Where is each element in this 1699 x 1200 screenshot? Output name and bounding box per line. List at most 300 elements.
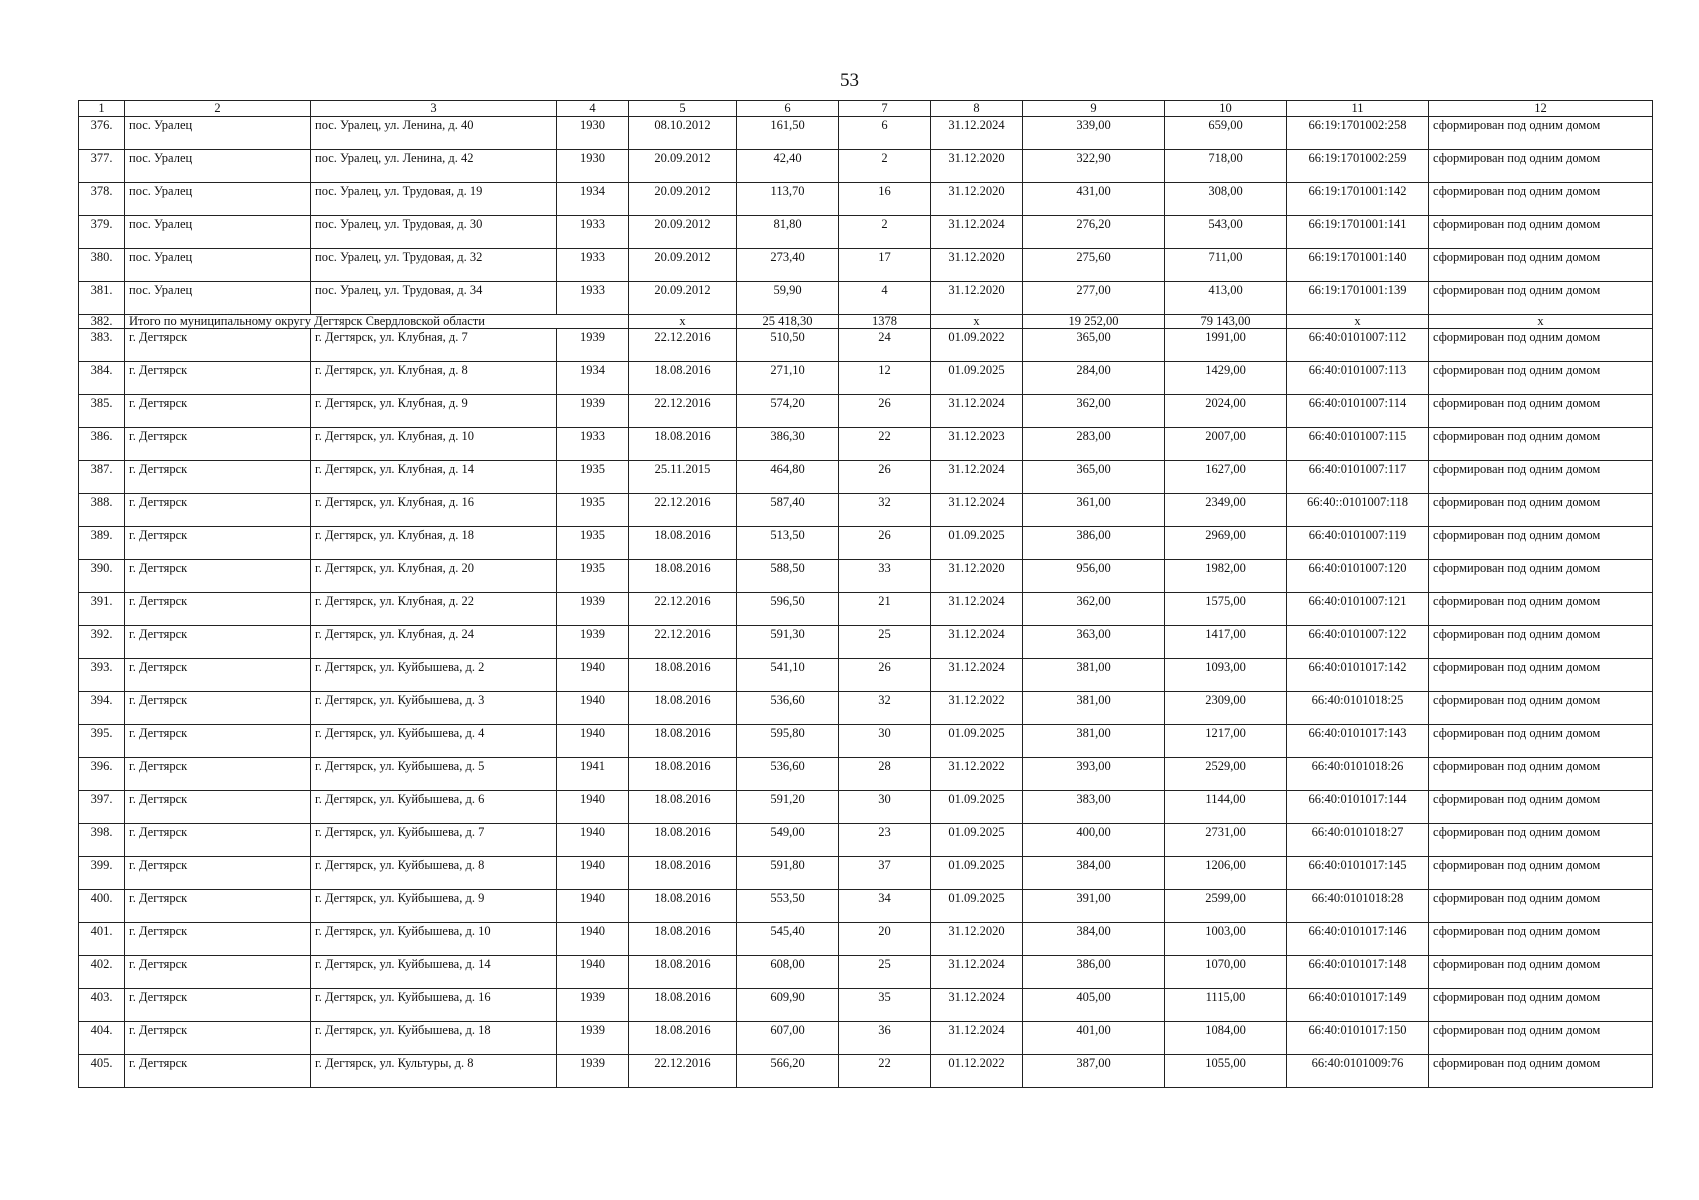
cadastral-cell: 66:40:0101018:28 <box>1287 890 1429 923</box>
locality-cell: г. Дегтярск <box>125 494 311 527</box>
deadline-cell: 31.12.2020 <box>931 923 1023 956</box>
value-cell: 2731,00 <box>1165 824 1287 857</box>
table-row <box>79 249 1653 282</box>
address-cell: г. Дегтярск, ул. Клубная, д. 10 <box>311 428 557 461</box>
year-cell: 1933 <box>557 282 629 315</box>
locality-cell: г. Дегтярск <box>125 1055 311 1088</box>
people-cell: 32 <box>839 494 931 527</box>
year-cell: 1940 <box>557 824 629 857</box>
address-cell: пос. Уралец, ул. Ленина, д. 40 <box>311 117 557 150</box>
col-header: 4 <box>557 101 629 117</box>
land-status-cell: сформирован под одним домом <box>1429 494 1653 527</box>
cadastral-cell: 66:19:1701001:142 <box>1287 183 1429 216</box>
date-cell: 22.12.2016 <box>629 494 737 527</box>
people-cell: 4 <box>839 282 931 315</box>
col-header: 5 <box>629 101 737 117</box>
value-cell: 2024,00 <box>1165 395 1287 428</box>
row-number: 393. <box>79 659 125 692</box>
year-cell: 1940 <box>557 956 629 989</box>
locality-cell: г. Дегтярск <box>125 791 311 824</box>
people-cell: 20 <box>839 923 931 956</box>
year-cell: 1935 <box>557 527 629 560</box>
people-cell: 25 <box>839 956 931 989</box>
cadastral-cell: 66:19:1701002:258 <box>1287 117 1429 150</box>
value-cell: 1115,00 <box>1165 989 1287 1022</box>
people-cell: 22 <box>839 428 931 461</box>
cost-cell: 391,00 <box>1023 890 1165 923</box>
table-row <box>79 362 1653 395</box>
year-cell: 1935 <box>557 494 629 527</box>
deadline-cell: 31.12.2022 <box>931 758 1023 791</box>
area-cell: 386,30 <box>737 428 839 461</box>
column-number-row <box>79 101 1653 117</box>
cadastral-cell: 66:40:0101007:112 <box>1287 329 1429 362</box>
value-cell: 1084,00 <box>1165 1022 1287 1055</box>
people-cell: 6 <box>839 117 931 150</box>
col-header: 3 <box>311 101 557 117</box>
total-col-5: x <box>629 315 737 329</box>
year-cell: 1939 <box>557 989 629 1022</box>
row-number: 381. <box>79 282 125 315</box>
locality-cell: г. Дегтярск <box>125 824 311 857</box>
people-cell: 36 <box>839 1022 931 1055</box>
address-cell: г. Дегтярск, ул. Куйбышева, д. 4 <box>311 725 557 758</box>
date-cell: 18.08.2016 <box>629 560 737 593</box>
table-row <box>79 626 1653 659</box>
people-cell: 24 <box>839 329 931 362</box>
locality-cell: г. Дегтярск <box>125 329 311 362</box>
land-status-cell: сформирован под одним домом <box>1429 692 1653 725</box>
land-status-cell: сформирован под одним домом <box>1429 560 1653 593</box>
cost-cell: 381,00 <box>1023 692 1165 725</box>
row-number: 380. <box>79 249 125 282</box>
value-cell: 1991,00 <box>1165 329 1287 362</box>
date-cell: 18.08.2016 <box>629 989 737 1022</box>
area-cell: 42,40 <box>737 150 839 183</box>
deadline-cell: 31.12.2024 <box>931 659 1023 692</box>
total-cost: 19 252,00 <box>1023 315 1165 329</box>
cost-cell: 362,00 <box>1023 593 1165 626</box>
locality-cell: г. Дегтярск <box>125 560 311 593</box>
row-number: 376. <box>79 117 125 150</box>
date-cell: 18.08.2016 <box>629 725 737 758</box>
cadastral-cell: 66:40:0101017:145 <box>1287 857 1429 890</box>
cost-cell: 284,00 <box>1023 362 1165 395</box>
cadastral-cell: 66:40:0101007:122 <box>1287 626 1429 659</box>
locality-cell: г. Дегтярск <box>125 626 311 659</box>
year-cell: 1934 <box>557 183 629 216</box>
year-cell: 1940 <box>557 923 629 956</box>
address-cell: г. Дегтярск, ул. Куйбышева, д. 6 <box>311 791 557 824</box>
row-number: 389. <box>79 527 125 560</box>
area-cell: 591,30 <box>737 626 839 659</box>
area-cell: 553,50 <box>737 890 839 923</box>
year-cell: 1939 <box>557 1022 629 1055</box>
year-cell: 1933 <box>557 216 629 249</box>
date-cell: 18.08.2016 <box>629 659 737 692</box>
people-cell: 26 <box>839 659 931 692</box>
deadline-cell: 31.12.2022 <box>931 692 1023 725</box>
locality-cell: г. Дегтярск <box>125 890 311 923</box>
cost-cell: 381,00 <box>1023 725 1165 758</box>
address-cell: г. Дегтярск, ул. Куйбышева, д. 18 <box>311 1022 557 1055</box>
area-cell: 566,20 <box>737 1055 839 1088</box>
row-number: 383. <box>79 329 125 362</box>
land-status-cell: сформирован под одним домом <box>1429 362 1653 395</box>
area-cell: 536,60 <box>737 692 839 725</box>
table-row <box>79 117 1653 150</box>
year-cell: 1930 <box>557 117 629 150</box>
date-cell: 18.08.2016 <box>629 362 737 395</box>
land-status-cell: сформирован под одним домом <box>1429 183 1653 216</box>
value-cell: 711,00 <box>1165 249 1287 282</box>
value-cell: 1417,00 <box>1165 626 1287 659</box>
table-row <box>79 183 1653 216</box>
deadline-cell: 01.09.2025 <box>931 725 1023 758</box>
deadline-cell: 01.09.2025 <box>931 857 1023 890</box>
row-number: 404. <box>79 1022 125 1055</box>
locality-cell: г. Дегтярск <box>125 692 311 725</box>
row-number: 377. <box>79 150 125 183</box>
table-row <box>79 461 1653 494</box>
land-status-cell: сформирован под одним домом <box>1429 216 1653 249</box>
deadline-cell: 01.09.2022 <box>931 329 1023 362</box>
date-cell: 22.12.2016 <box>629 593 737 626</box>
year-cell: 1940 <box>557 659 629 692</box>
address-cell: г. Дегтярск, ул. Куйбышева, д. 5 <box>311 758 557 791</box>
people-cell: 26 <box>839 395 931 428</box>
area-cell: 510,50 <box>737 329 839 362</box>
table-row <box>79 527 1653 560</box>
table-row <box>79 494 1653 527</box>
cadastral-cell: 66:40:0101007:115 <box>1287 428 1429 461</box>
land-status-cell: сформирован под одним домом <box>1429 428 1653 461</box>
cost-cell: 386,00 <box>1023 527 1165 560</box>
land-status-cell: сформирован под одним домом <box>1429 395 1653 428</box>
deadline-cell: 01.09.2025 <box>931 362 1023 395</box>
table-row <box>79 216 1653 249</box>
cadastral-cell: 66:40:0101017:144 <box>1287 791 1429 824</box>
people-cell: 17 <box>839 249 931 282</box>
people-cell: 26 <box>839 527 931 560</box>
deadline-cell: 31.12.2020 <box>931 183 1023 216</box>
col-header: 9 <box>1023 101 1165 117</box>
deadline-cell: 31.12.2020 <box>931 150 1023 183</box>
value-cell: 1093,00 <box>1165 659 1287 692</box>
total-people: 1378 <box>839 315 931 329</box>
cadastral-cell: 66:40:0101017:146 <box>1287 923 1429 956</box>
value-cell: 718,00 <box>1165 150 1287 183</box>
area-cell: 549,00 <box>737 824 839 857</box>
value-cell: 659,00 <box>1165 117 1287 150</box>
row-number: 392. <box>79 626 125 659</box>
date-cell: 18.08.2016 <box>629 428 737 461</box>
row-number: 394. <box>79 692 125 725</box>
address-cell: пос. Уралец, ул. Трудовая, д. 34 <box>311 282 557 315</box>
date-cell: 20.09.2012 <box>629 183 737 216</box>
address-cell: г. Дегтярск, ул. Клубная, д. 7 <box>311 329 557 362</box>
col-header: 11 <box>1287 101 1429 117</box>
cost-cell: 276,20 <box>1023 216 1165 249</box>
address-cell: г. Дегтярск, ул. Клубная, д. 22 <box>311 593 557 626</box>
cadastral-cell: 66:40:0101017:148 <box>1287 956 1429 989</box>
land-status-cell: сформирован под одним домом <box>1429 989 1653 1022</box>
col-header: 2 <box>125 101 311 117</box>
date-cell: 18.08.2016 <box>629 758 737 791</box>
table-row <box>79 857 1653 890</box>
address-cell: г. Дегтярск, ул. Клубная, д. 18 <box>311 527 557 560</box>
value-cell: 2529,00 <box>1165 758 1287 791</box>
row-number: 388. <box>79 494 125 527</box>
date-cell: 20.09.2012 <box>629 282 737 315</box>
year-cell: 1939 <box>557 626 629 659</box>
deadline-cell: 31.12.2024 <box>931 989 1023 1022</box>
deadline-cell: 31.12.2024 <box>931 1022 1023 1055</box>
col-header: 6 <box>737 101 839 117</box>
people-cell: 23 <box>839 824 931 857</box>
people-cell: 35 <box>839 989 931 1022</box>
total-row <box>79 315 1653 329</box>
value-cell: 1144,00 <box>1165 791 1287 824</box>
table-row <box>79 560 1653 593</box>
cost-cell: 277,00 <box>1023 282 1165 315</box>
area-cell: 595,80 <box>737 725 839 758</box>
land-status-cell: сформирован под одним домом <box>1429 593 1653 626</box>
date-cell: 22.12.2016 <box>629 395 737 428</box>
row-number: 397. <box>79 791 125 824</box>
table-row <box>79 758 1653 791</box>
row-number: 396. <box>79 758 125 791</box>
year-cell: 1940 <box>557 725 629 758</box>
locality-cell: пос. Уралец <box>125 150 311 183</box>
year-cell: 1933 <box>557 428 629 461</box>
address-cell: г. Дегтярск, ул. Куйбышева, д. 10 <box>311 923 557 956</box>
date-cell: 18.08.2016 <box>629 824 737 857</box>
row-number: 401. <box>79 923 125 956</box>
area-cell: 608,00 <box>737 956 839 989</box>
land-status-cell: сформирован под одним домом <box>1429 150 1653 183</box>
area-cell: 607,00 <box>737 1022 839 1055</box>
area-cell: 536,60 <box>737 758 839 791</box>
table-row <box>79 824 1653 857</box>
people-cell: 37 <box>839 857 931 890</box>
locality-cell: г. Дегтярск <box>125 758 311 791</box>
cadastral-cell: 66:40:0101007:113 <box>1287 362 1429 395</box>
land-status-cell: сформирован под одним домом <box>1429 725 1653 758</box>
total-row-number: 382. <box>79 315 125 329</box>
cost-cell: 387,00 <box>1023 1055 1165 1088</box>
address-cell: г. Дегтярск, ул. Клубная, д. 24 <box>311 626 557 659</box>
value-cell: 2599,00 <box>1165 890 1287 923</box>
locality-cell: г. Дегтярск <box>125 395 311 428</box>
table-row <box>79 989 1653 1022</box>
address-cell: г. Дегтярск, ул. Куйбышева, д. 14 <box>311 956 557 989</box>
date-cell: 18.08.2016 <box>629 923 737 956</box>
table-row <box>79 282 1653 315</box>
address-cell: г. Дегтярск, ул. Клубная, д. 16 <box>311 494 557 527</box>
total-row-label: Итого по муниципальному округу Дегтярск Свердловской области <box>125 315 629 329</box>
deadline-cell: 31.12.2020 <box>931 282 1023 315</box>
land-status-cell: сформирован под одним домом <box>1429 1022 1653 1055</box>
deadline-cell: 31.12.2020 <box>931 560 1023 593</box>
table-row <box>79 890 1653 923</box>
land-status-cell: сформирован под одним домом <box>1429 824 1653 857</box>
date-cell: 18.08.2016 <box>629 890 737 923</box>
row-number: 400. <box>79 890 125 923</box>
land-status-cell: сформирован под одним домом <box>1429 791 1653 824</box>
cost-cell: 381,00 <box>1023 659 1165 692</box>
cadastral-cell: 66:40:0101007:120 <box>1287 560 1429 593</box>
area-cell: 161,50 <box>737 117 839 150</box>
cost-cell: 363,00 <box>1023 626 1165 659</box>
land-status-cell: сформирован под одним домом <box>1429 461 1653 494</box>
row-number: 390. <box>79 560 125 593</box>
table-row <box>79 150 1653 183</box>
date-cell: 20.09.2012 <box>629 216 737 249</box>
land-status-cell: сформирован под одним домом <box>1429 923 1653 956</box>
area-cell: 587,40 <box>737 494 839 527</box>
table-row <box>79 329 1653 362</box>
locality-cell: пос. Уралец <box>125 183 311 216</box>
row-number: 405. <box>79 1055 125 1088</box>
cadastral-cell: 66:40:0101018:27 <box>1287 824 1429 857</box>
address-cell: г. Дегтярск, ул. Культуры, д. 8 <box>311 1055 557 1088</box>
people-cell: 28 <box>839 758 931 791</box>
area-cell: 588,50 <box>737 560 839 593</box>
locality-cell: г. Дегтярск <box>125 857 311 890</box>
table-header <box>79 101 1653 117</box>
row-number: 403. <box>79 989 125 1022</box>
cost-cell: 322,90 <box>1023 150 1165 183</box>
cadastral-cell: 66:40::0101007:118 <box>1287 494 1429 527</box>
locality-cell: г. Дегтярск <box>125 659 311 692</box>
date-cell: 22.12.2016 <box>629 1055 737 1088</box>
people-cell: 30 <box>839 791 931 824</box>
row-number: 386. <box>79 428 125 461</box>
table-row <box>79 659 1653 692</box>
area-cell: 596,50 <box>737 593 839 626</box>
people-cell: 21 <box>839 593 931 626</box>
address-cell: пос. Уралец, ул. Ленина, д. 42 <box>311 150 557 183</box>
value-cell: 1575,00 <box>1165 593 1287 626</box>
year-cell: 1935 <box>557 560 629 593</box>
total-col-8: x <box>931 315 1023 329</box>
deadline-cell: 31.12.2024 <box>931 117 1023 150</box>
people-cell: 16 <box>839 183 931 216</box>
table-row <box>79 1022 1653 1055</box>
locality-cell: г. Дегтярск <box>125 593 311 626</box>
table-row <box>79 593 1653 626</box>
people-cell: 25 <box>839 626 931 659</box>
area-cell: 513,50 <box>737 527 839 560</box>
cost-cell: 383,00 <box>1023 791 1165 824</box>
people-cell: 2 <box>839 150 931 183</box>
deadline-cell: 31.12.2024 <box>931 593 1023 626</box>
row-number: 387. <box>79 461 125 494</box>
table-row <box>79 395 1653 428</box>
area-cell: 81,80 <box>737 216 839 249</box>
cost-cell: 431,00 <box>1023 183 1165 216</box>
address-cell: г. Дегтярск, ул. Куйбышева, д. 3 <box>311 692 557 725</box>
locality-cell: г. Дегтярск <box>125 362 311 395</box>
cadastral-cell: 66:19:1701001:141 <box>1287 216 1429 249</box>
cost-cell: 384,00 <box>1023 857 1165 890</box>
area-cell: 591,80 <box>737 857 839 890</box>
cost-cell: 362,00 <box>1023 395 1165 428</box>
year-cell: 1939 <box>557 593 629 626</box>
deadline-cell: 01.12.2022 <box>931 1055 1023 1088</box>
cadastral-cell: 66:40:0101017:142 <box>1287 659 1429 692</box>
value-cell: 1429,00 <box>1165 362 1287 395</box>
date-cell: 18.08.2016 <box>629 857 737 890</box>
date-cell: 08.10.2012 <box>629 117 737 150</box>
total-col-11: x <box>1287 315 1429 329</box>
date-cell: 25.11.2015 <box>629 461 737 494</box>
year-cell: 1940 <box>557 791 629 824</box>
cadastral-cell: 66:40:0101017:149 <box>1287 989 1429 1022</box>
cadastral-cell: 66:40:0101007:114 <box>1287 395 1429 428</box>
value-cell: 1217,00 <box>1165 725 1287 758</box>
year-cell: 1935 <box>557 461 629 494</box>
year-cell: 1939 <box>557 395 629 428</box>
row-number: 399. <box>79 857 125 890</box>
cadastral-cell: 66:40:0101018:25 <box>1287 692 1429 725</box>
address-cell: г. Дегтярск, ул. Куйбышева, д. 16 <box>311 989 557 1022</box>
locality-cell: г. Дегтярск <box>125 923 311 956</box>
address-cell: г. Дегтярск, ул. Куйбышева, д. 7 <box>311 824 557 857</box>
area-cell: 609,90 <box>737 989 839 1022</box>
table-body-top <box>79 117 1653 315</box>
col-header: 10 <box>1165 101 1287 117</box>
date-cell: 22.12.2016 <box>629 329 737 362</box>
value-cell: 1070,00 <box>1165 956 1287 989</box>
year-cell: 1940 <box>557 692 629 725</box>
date-cell: 20.09.2012 <box>629 150 737 183</box>
row-number: 391. <box>79 593 125 626</box>
value-cell: 1206,00 <box>1165 857 1287 890</box>
value-cell: 2969,00 <box>1165 527 1287 560</box>
cadastral-cell: 66:40:0101017:150 <box>1287 1022 1429 1055</box>
cadastral-cell: 66:40:0101017:143 <box>1287 725 1429 758</box>
value-cell: 2349,00 <box>1165 494 1287 527</box>
row-number: 398. <box>79 824 125 857</box>
cadastral-cell: 66:19:1701001:140 <box>1287 249 1429 282</box>
people-cell: 22 <box>839 1055 931 1088</box>
row-number: 395. <box>79 725 125 758</box>
table-row <box>79 725 1653 758</box>
cost-cell: 384,00 <box>1023 923 1165 956</box>
value-cell: 1003,00 <box>1165 923 1287 956</box>
cost-cell: 400,00 <box>1023 824 1165 857</box>
cadastral-cell: 66:40:0101007:117 <box>1287 461 1429 494</box>
area-cell: 113,70 <box>737 183 839 216</box>
date-cell: 18.08.2016 <box>629 692 737 725</box>
year-cell: 1939 <box>557 1055 629 1088</box>
deadline-cell: 01.09.2025 <box>931 890 1023 923</box>
row-number: 378. <box>79 183 125 216</box>
date-cell: 18.08.2016 <box>629 956 737 989</box>
locality-cell: пос. Уралец <box>125 249 311 282</box>
table-row <box>79 956 1653 989</box>
area-cell: 273,40 <box>737 249 839 282</box>
year-cell: 1940 <box>557 857 629 890</box>
cost-cell: 283,00 <box>1023 428 1165 461</box>
table-row <box>79 428 1653 461</box>
deadline-cell: 01.09.2025 <box>931 527 1023 560</box>
deadline-cell: 31.12.2020 <box>931 249 1023 282</box>
deadline-cell: 31.12.2024 <box>931 626 1023 659</box>
area-cell: 271,10 <box>737 362 839 395</box>
